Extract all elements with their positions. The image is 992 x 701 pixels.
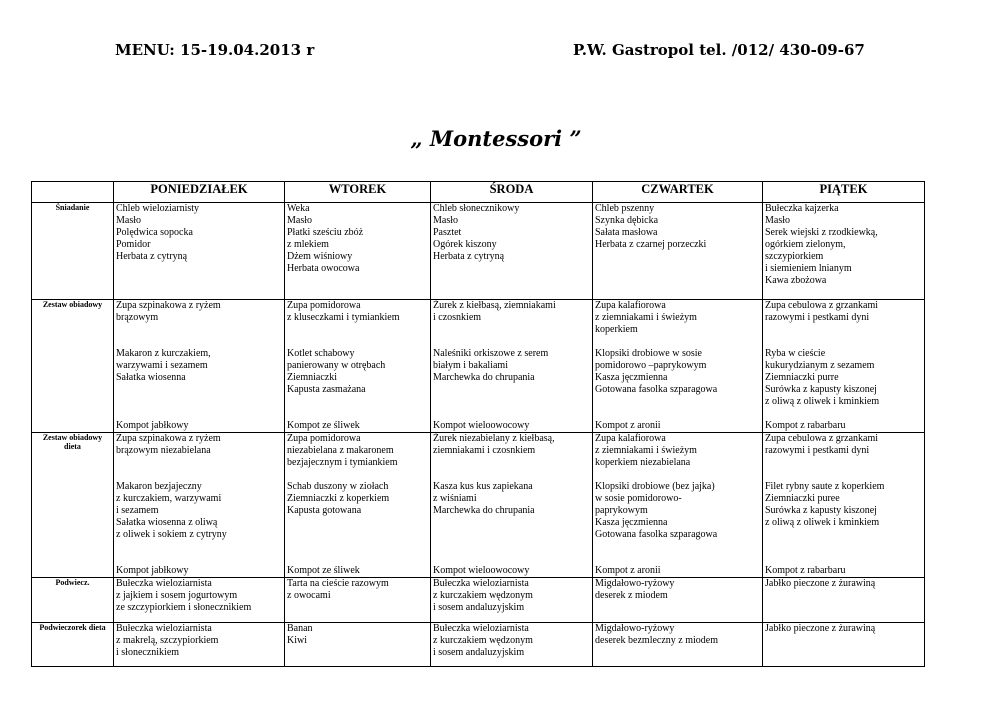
menu-line: i siemieniem lnianym xyxy=(765,263,852,274)
menu-line: Zupa pomidorowa xyxy=(287,433,361,444)
menu-line: Bułeczka wieloziarnista xyxy=(116,578,212,589)
menu-line xyxy=(595,408,760,420)
menu-line xyxy=(116,541,282,553)
menu-line: Kiwi xyxy=(287,635,307,646)
menu-line: i słonecznikiem xyxy=(116,647,180,658)
menu-line: białym i bakaliami xyxy=(433,360,508,371)
menu-cell-breakfast-monday xyxy=(114,203,285,300)
menu-line: Kompot z aronii xyxy=(595,420,661,431)
menu-line: Ryba w cieście xyxy=(765,348,826,359)
menu-line: Banan xyxy=(287,623,313,634)
menu-line: Kompot z rabarbaru xyxy=(765,420,846,431)
menu-line: Kompot jabłkowy xyxy=(116,565,189,576)
document-title: „ Montessori ” xyxy=(410,126,582,151)
menu-line: Marchewka do chrupania xyxy=(433,372,535,383)
menu-line: i sezamem xyxy=(116,505,159,516)
menu-line: z oliwą z oliwek i kminkiem xyxy=(765,517,880,528)
menu-line xyxy=(287,336,428,348)
menu-line xyxy=(287,553,428,565)
menu-line: z owocami xyxy=(287,590,331,601)
menu-dates: MENU: 15-19.04.2013 r xyxy=(115,41,315,59)
day-header-row xyxy=(32,182,925,203)
menu-line: Herbata owocowa xyxy=(287,263,360,274)
menu-line: z oliwą z oliwek i kminkiem xyxy=(765,396,880,407)
menu-line xyxy=(116,384,282,396)
menu-line: Ziemniaczki puree xyxy=(765,493,840,504)
menu-line: Kompot wieloowocowy xyxy=(433,565,530,576)
menu-line: Gotowana fasolka szparagowa xyxy=(595,529,718,540)
menu-line: Makaron bezjajeczny xyxy=(116,481,202,492)
menu-line: pomidorowo –paprykowym xyxy=(595,360,707,371)
menu-line: panierowany w otrębach xyxy=(287,360,386,371)
menu-line xyxy=(433,324,590,336)
menu-line: Surówka z kapusty kiszonej xyxy=(765,384,877,395)
menu-line xyxy=(287,396,428,408)
menu-line: Kompot jabłkowy xyxy=(116,420,189,431)
menu-cell-lunch-diet-friday xyxy=(763,433,925,578)
menu-line xyxy=(433,457,590,469)
menu-line xyxy=(116,553,282,565)
menu-cell-afternoon-snack-friday xyxy=(763,578,925,623)
menu-line xyxy=(765,336,922,348)
menu-line xyxy=(433,541,590,553)
company-contact: P.W. Gastropol tel. /012/ 430-09-67 xyxy=(573,41,865,59)
menu-line: Bułeczka kajzerka xyxy=(765,203,839,214)
menu-line: w sosie pomidorowo- xyxy=(595,493,682,504)
menu-line: z jajkiem i sosem jogurtowym xyxy=(116,590,238,601)
meal-label: Podwiecz. xyxy=(32,578,114,623)
menu-line: Ziemniaczki xyxy=(287,372,337,383)
menu-cell-afternoon-snack-thursday xyxy=(593,578,763,623)
menu-line: Pomidor xyxy=(116,239,151,250)
meal-label: Zestaw obiadowy xyxy=(32,300,114,433)
menu-line: Kompot ze śliwek xyxy=(287,420,360,431)
menu-line xyxy=(433,529,590,541)
menu-line: Ogórek kiszony xyxy=(433,239,497,250)
menu-line xyxy=(433,469,590,481)
menu-line: Kapusta zasmażana xyxy=(287,384,366,395)
menu-line xyxy=(116,324,282,336)
menu-line: Naleśniki orkiszowe z serem xyxy=(433,348,549,359)
menu-line xyxy=(287,408,428,420)
menu-line: Klopsiki drobiowe w sosie xyxy=(595,348,702,359)
menu-line: z makrelą, szczypiorkiem xyxy=(116,635,219,646)
menu-line: Żurek niezabielany z kiełbasą, xyxy=(433,433,555,444)
menu-line: niezabielana z makaronem xyxy=(287,445,394,456)
menu-line: Bułeczka wieloziarnista xyxy=(433,623,529,634)
menu-line: ze szczypiorkiem i słonecznikiem xyxy=(116,602,252,613)
menu-line: warzywami i sezamem xyxy=(116,360,208,371)
menu-line xyxy=(116,408,282,420)
menu-line xyxy=(765,457,922,469)
menu-cell-afternoon-snack-diet-tuesday xyxy=(285,623,431,667)
menu-line: brązowym niezabielana xyxy=(116,445,211,456)
menu-line xyxy=(433,384,590,396)
menu-line: Kompot wieloowocowy xyxy=(433,420,530,431)
menu-line: Polędwica sopocka xyxy=(116,227,193,238)
menu-line: Bułeczka wieloziarnista xyxy=(433,578,529,589)
menu-line: Herbata z cytryną xyxy=(433,251,505,262)
menu-cell-afternoon-snack-tuesday xyxy=(285,578,431,623)
menu-line: z kurczakiem wędzonym xyxy=(433,635,533,646)
menu-cell-breakfast-tuesday xyxy=(285,203,431,300)
meal-label: Śniadanie xyxy=(32,203,114,300)
menu-line xyxy=(287,324,428,336)
meal-label: Zestaw obiadowy dieta xyxy=(32,433,114,578)
menu-line xyxy=(433,517,590,529)
menu-line xyxy=(433,396,590,408)
menu-line: kukurydzianym z sezamem xyxy=(765,360,875,371)
menu-line: Herbata z czarnej porzeczki xyxy=(595,239,707,250)
day-header-friday: PIĄTEK xyxy=(763,182,925,203)
menu-line: Filet rybny saute z koperkiem xyxy=(765,481,885,492)
menu-line: Klopsiki drobiowe (bez jajka) xyxy=(595,481,715,492)
menu-line: koperkiem niezabielana xyxy=(595,457,691,468)
menu-line: Dżem wiśniowy xyxy=(287,251,353,262)
menu-cell-breakfast-thursday xyxy=(593,203,763,300)
menu-line xyxy=(765,469,922,481)
menu-line xyxy=(287,517,428,529)
menu-cell-lunch-thursday xyxy=(593,300,763,433)
menu-line: Masło xyxy=(116,215,141,226)
menu-line: Ziemniaczki purre xyxy=(765,372,839,383)
menu-line: ziemniakami i czosnkiem xyxy=(433,445,536,456)
menu-line: Masło xyxy=(433,215,458,226)
menu-line: Weka xyxy=(287,203,310,214)
menu-line: z kurczakiem wędzonym xyxy=(433,590,533,601)
day-header-monday: PONIEDZIAŁEK xyxy=(114,182,285,203)
menu-line xyxy=(116,336,282,348)
menu-line: Kompot z aronii xyxy=(595,565,661,576)
menu-cell-breakfast-wednesday xyxy=(431,203,593,300)
menu-line: Gotowana fasolka szparagowa xyxy=(595,384,718,395)
meal-label: Podwieczorek dieta xyxy=(32,623,114,667)
menu-line: Serek wiejski z rzodkiewką, xyxy=(765,227,878,238)
menu-line: z oliwek i sokiem z cytryny xyxy=(116,529,227,540)
menu-line: Tarta na cieście razowym xyxy=(287,578,389,589)
menu-line xyxy=(116,457,282,469)
menu-line: Schab duszony w ziołach xyxy=(287,481,389,492)
meal-row-afternoon-snack-diet xyxy=(32,623,925,667)
menu-cell-afternoon-snack-wednesday xyxy=(431,578,593,623)
menu-cell-lunch-diet-tuesday xyxy=(285,433,431,578)
menu-cell-lunch-friday xyxy=(763,300,925,433)
menu-line: i sosem andaluzyjskim xyxy=(433,602,525,613)
menu-cell-breakfast-friday xyxy=(763,203,925,300)
menu-body xyxy=(32,203,925,667)
meal-row-afternoon-snack xyxy=(32,578,925,623)
menu-line xyxy=(433,408,590,420)
menu-line: Masło xyxy=(765,215,790,226)
menu-line: Bułeczka wieloziarnista xyxy=(116,623,212,634)
menu-line: Kasza jęczmienna xyxy=(595,517,668,528)
menu-line xyxy=(433,553,590,565)
menu-line: Sałatka wiosenna xyxy=(116,372,186,383)
menu-line xyxy=(765,324,922,336)
menu-line: Kasza jęczmienna xyxy=(595,372,668,383)
menu-line: szczypiorkiem xyxy=(765,251,824,262)
menu-line xyxy=(595,396,760,408)
menu-line: Herbata z cytryną xyxy=(116,251,188,262)
menu-line: Pasztet xyxy=(433,227,462,238)
menu-line: Zupa pomidorowa xyxy=(287,300,361,311)
meal-row-breakfast xyxy=(32,203,925,300)
menu-cell-afternoon-snack-diet-wednesday xyxy=(431,623,593,667)
menu-line: z wiśniami xyxy=(433,493,477,504)
menu-line: Zupa cebulowa z grzankami xyxy=(765,300,879,311)
menu-line xyxy=(116,396,282,408)
menu-cell-lunch-wednesday xyxy=(431,300,593,433)
menu-line: Migdałowo-ryżowy xyxy=(595,578,675,589)
menu-line: Kasza kus kus zapiekana xyxy=(433,481,533,492)
menu-line: i czosnkiem xyxy=(433,312,482,323)
menu-line xyxy=(595,541,760,553)
menu-line xyxy=(433,336,590,348)
menu-line: Kompot z rabarbaru xyxy=(765,565,846,576)
menu-line: Sałatka wiosenna z oliwą xyxy=(116,517,218,528)
menu-cell-lunch-diet-thursday xyxy=(593,433,763,578)
menu-line: deserek z miodem xyxy=(595,590,668,601)
menu-line: z ziemniakami i świeżym xyxy=(595,445,697,456)
menu-table xyxy=(31,181,925,667)
menu-line: paprykowym xyxy=(595,505,648,516)
menu-line xyxy=(765,553,922,565)
menu-line: Kapusta gotowana xyxy=(287,505,362,516)
day-header-thursday: CZWARTEK xyxy=(593,182,763,203)
menu-line: Kompot ze śliwek xyxy=(287,565,360,576)
day-header-tuesday: WTOREK xyxy=(285,182,431,203)
menu-line: Sałata masłowa xyxy=(595,227,658,238)
menu-line: bezjajecznym i tymiankiem xyxy=(287,457,398,468)
menu-cell-lunch-tuesday xyxy=(285,300,431,433)
menu-line: Masło xyxy=(287,215,312,226)
menu-line: deserek bezmleczny z miodem xyxy=(595,635,718,646)
menu-line: Zupa szpinakowa z ryżem xyxy=(116,300,221,311)
menu-line: koperkiem xyxy=(595,324,638,335)
day-header-wednesday: ŚRODA xyxy=(431,182,593,203)
menu-line: Surówka z kapusty kiszonej xyxy=(765,505,877,516)
menu-line xyxy=(595,469,760,481)
menu-line: Szynka dębicka xyxy=(595,215,659,226)
menu-line: Zupa kalafiorowa xyxy=(595,300,666,311)
menu-cell-afternoon-snack-diet-thursday xyxy=(593,623,763,667)
menu-line: razowymi i pestkami dyni xyxy=(765,445,870,456)
meal-row-lunch-diet xyxy=(32,433,925,578)
menu-line: Chleb wieloziarnisty xyxy=(116,203,200,214)
menu-line: z kurczakiem, warzywami xyxy=(116,493,222,504)
menu-line: Zupa szpinakowa z ryżem xyxy=(116,433,221,444)
menu-line: Kotlet schabowy xyxy=(287,348,355,359)
menu-line: Zupa cebulowa z grzankami xyxy=(765,433,879,444)
menu-line xyxy=(287,541,428,553)
menu-line: Zupa kalafiorowa xyxy=(595,433,666,444)
menu-cell-afternoon-snack-diet-monday xyxy=(114,623,285,667)
menu-line xyxy=(765,541,922,553)
menu-line xyxy=(595,553,760,565)
menu-line: z mlekiem xyxy=(287,239,329,250)
menu-cell-lunch-diet-monday xyxy=(114,433,285,578)
menu-line: Płatki sześciu zbóż xyxy=(287,227,364,238)
menu-line: Jabłko pieczone z żurawiną xyxy=(765,578,876,589)
corner-cell xyxy=(32,182,114,203)
menu-line: Jabłko pieczone z żurawiną xyxy=(765,623,876,634)
menu-line xyxy=(765,529,922,541)
menu-line: Żurek z kiełbasą, ziemniakami xyxy=(433,300,556,311)
menu-line xyxy=(116,469,282,481)
menu-line: i sosem andaluzyjskim xyxy=(433,647,525,658)
menu-line: Chleb pszenny xyxy=(595,203,655,214)
meal-row-lunch xyxy=(32,300,925,433)
menu-cell-afternoon-snack-monday xyxy=(114,578,285,623)
menu-line: Makaron z kurczakiem, xyxy=(116,348,211,359)
menu-line xyxy=(287,469,428,481)
menu-line: Kawa zbożowa xyxy=(765,275,827,286)
menu-line: z ziemniakami i świeżym xyxy=(595,312,697,323)
menu-line: brązowym xyxy=(116,312,159,323)
menu-cell-lunch-monday xyxy=(114,300,285,433)
menu-line: Chleb słonecznikowy xyxy=(433,203,520,214)
menu-line xyxy=(595,336,760,348)
menu-cell-afternoon-snack-diet-friday xyxy=(763,623,925,667)
menu-line xyxy=(765,408,922,420)
menu-line: Ziemniaczki z koperkiem xyxy=(287,493,390,504)
menu-line xyxy=(287,529,428,541)
menu-line: z kluseczkami i tymiankiem xyxy=(287,312,400,323)
menu-cell-lunch-diet-wednesday xyxy=(431,433,593,578)
menu-line: Marchewka do chrupania xyxy=(433,505,535,516)
menu-line: ogórkiem zielonym, xyxy=(765,239,846,250)
menu-line: razowymi i pestkami dyni xyxy=(765,312,870,323)
menu-line: Migdałowo-ryżowy xyxy=(595,623,675,634)
